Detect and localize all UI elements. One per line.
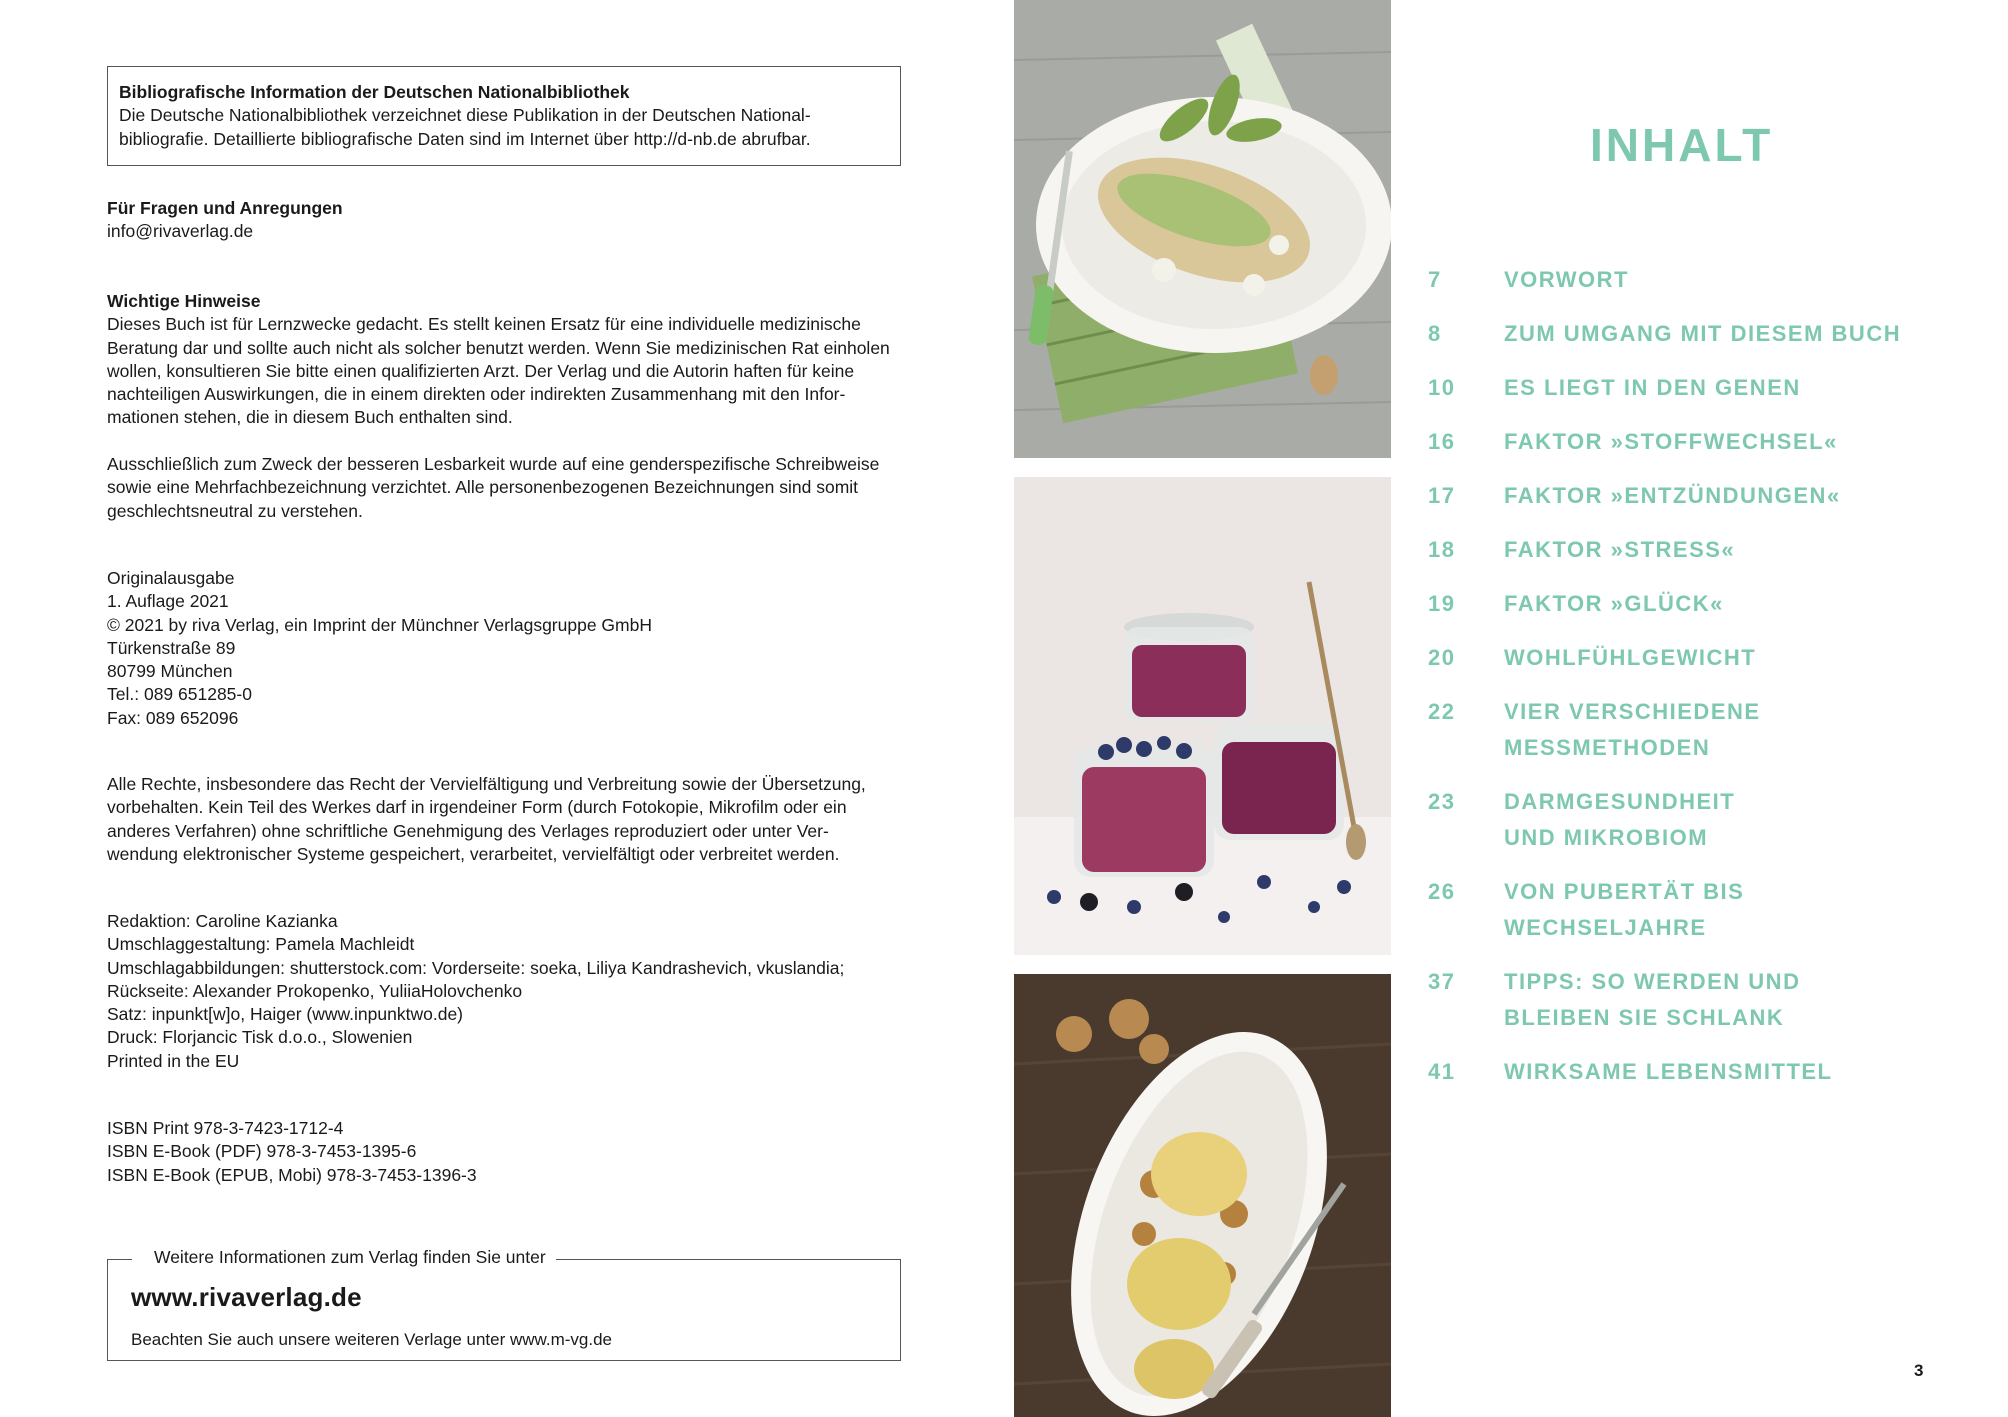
toc-entry-title: WECHSELJAHRE — [1504, 915, 1707, 940]
questions-title: Für Fragen und Anregungen — [107, 198, 343, 218]
toc-entry-title: WOHLFÜHLGEWICHT — [1504, 645, 1757, 670]
notes-line: wollen, konsultieren Sie bitte einen qualifizierten Arzt. Der Verlag und die Autorin haften für keine — [107, 360, 855, 381]
toc-entry-title: FAKTOR »STRESS« — [1504, 537, 1736, 562]
toc-page-number: 20 — [1428, 645, 1456, 670]
toc-entry-title: FAKTOR »GLÜCK« — [1504, 591, 1724, 616]
edition-block — [107, 567, 927, 730]
questions-block — [107, 197, 927, 244]
edition-line: © 2021 by riva Verlag, ein Imprint der Münchner Verlagsgruppe GmbH — [107, 614, 652, 635]
publisher-url[interactable]: www.rivaverlag.de — [131, 1282, 362, 1312]
gender-line: Ausschließlich zum Zweck der besseren Lesbarkeit wurde auf eine genderspezifische Schreibweise — [107, 454, 880, 474]
edition-line: 1. Auflage 2021 — [107, 591, 229, 612]
rights-line: Alle Rechte, insbesondere das Recht der Vervielfältigung und Verbreitung sowie der Übersetzung, — [107, 774, 866, 794]
toc-page-number: 37 — [1428, 969, 1456, 994]
toc-entry-title: VIER VERSCHIEDENE — [1504, 699, 1761, 724]
credits-line: Umschlagabbildungen: shutterstock.com: Vorderseite: soeka, Liliya Kandrashevich, vkuslandia; — [107, 957, 845, 978]
biblio-line: Die Deutsche Nationalbibliothek verzeichnet diese Publikation in der Deutschen National- — [119, 105, 811, 126]
rights-line: vorbehalten. Kein Teil des Werkes darf in irgendeiner Form (durch Fotokopie, Mikrofilm oder ein — [107, 797, 847, 818]
toc-title: INHALT — [1590, 119, 1774, 171]
toc-page-number: 10 — [1428, 375, 1456, 400]
publisher-note: Beachten Sie auch unsere weiteren Verlage unter www.m-vg.de — [131, 1330, 612, 1349]
rights-line: anderes Verfahren) ohne schriftliche Genehmigung des Verlages reproduziert oder unter Ver- — [107, 820, 829, 841]
toc-entry-title: BLEIBEN SIE SCHLANK — [1504, 1005, 1785, 1030]
toc-page-number: 26 — [1428, 879, 1456, 904]
toc-entry-title: ES LIEGT IN DEN GENEN — [1504, 375, 1801, 400]
notes-line: nachteiligen Auswirkungen, die in einem direkten oder indirekten Zusammenhang mit den Infor- — [107, 384, 846, 405]
isbn-block — [107, 1117, 927, 1187]
toc-entry-title: UND MIKROBIOM — [1504, 825, 1709, 850]
page-number: 3 — [1914, 1361, 1924, 1380]
credits-block — [107, 910, 927, 1073]
questions-email: info@rivaverlag.de — [107, 221, 254, 242]
biblio-title: Bibliografische Information der Deutschen Nationalbibliothek — [119, 82, 630, 102]
toc-page-number: 41 — [1428, 1059, 1456, 1084]
credits-line: Printed in the EU — [107, 1050, 240, 1071]
toc-entry-title: WIRKSAME LEBENSMITTEL — [1504, 1059, 1833, 1084]
toc-entry-title: FAKTOR »STOFFWECHSEL« — [1504, 429, 1838, 454]
toc-entry-title: FAKTOR »ENTZÜNDUNGEN« — [1504, 483, 1841, 508]
notes-line: Beratung dar und sollte auch nicht als solcher benutzt werden. Wenn Sie medizinischen Rat einholen — [107, 337, 890, 358]
berry-jars-photo — [1014, 477, 1391, 955]
edition-line: 80799 München — [107, 661, 233, 682]
potato-dish-photo — [1014, 974, 1391, 1417]
rights-block — [107, 773, 927, 866]
toc-page-number: 22 — [1428, 699, 1456, 724]
toc-page-number: 18 — [1428, 537, 1456, 562]
toc-page-number: 19 — [1428, 591, 1456, 616]
toc-entry-title: TIPPS: SO WERDEN UND — [1504, 969, 1801, 994]
toc-entry-title: VON PUBERTÄT BIS — [1504, 879, 1745, 904]
credits-line: Satz: inpunkt[w]o, Haiger (www.inpunktwo.de) — [107, 1004, 463, 1025]
publisher-info-legend: Weitere Informationen zum Verlag finden Sie unter — [132, 1246, 556, 1269]
gender-note-block — [107, 453, 927, 523]
toc-page-number: 17 — [1428, 483, 1456, 508]
toc-entry-title: DARMGESUNDHEIT — [1504, 789, 1736, 814]
edition-line: Türkenstraße 89 — [107, 637, 236, 658]
fish-dish-photo — [1014, 0, 1391, 458]
notes-block — [107, 290, 927, 430]
isbn-line: ISBN E-Book (PDF) 978-3-7453-1395-6 — [107, 1141, 417, 1162]
notes-line: mationen stehen, die in diesem Buch enthalten sind. — [107, 407, 513, 428]
toc-entry-title: VORWORT — [1504, 267, 1629, 292]
toc-page-number: 16 — [1428, 429, 1456, 454]
toc-entry-title: MESSMETHODEN — [1504, 735, 1711, 760]
gender-line: geschlechtsneutral zu verstehen. — [107, 500, 363, 521]
gender-line: sowie eine Mehrfachbezeichnung verzichtet. Alle personenbezogenen Bezeichnungen sind somit — [107, 477, 859, 498]
edition-line: Tel.: 089 651285-0 — [107, 684, 252, 705]
notes-line: Dieses Buch ist für Lernzwecke gedacht. Es stellt keinen Ersatz für eine individuelle medizinische — [107, 314, 861, 335]
biblio-line: bibliografie. Detaillierte bibliografische Daten sind im Internet über http://d-nb.de abrufbar. — [119, 128, 811, 149]
edition-line: Originalausgabe — [107, 568, 235, 588]
isbn-line: ISBN Print 978-3-7423-1712-4 — [107, 1118, 344, 1138]
notes-title: Wichtige Hinweise — [107, 291, 261, 311]
rights-line: wendung elektronischer Systeme gespeichert, verarbeitet, vervielfältigt oder verbreitet werden. — [107, 843, 840, 864]
credits-line: Druck: Florjancic Tisk d.o.o., Slowenien — [107, 1027, 413, 1048]
isbn-line: ISBN E-Book (EPUB, Mobi) 978-3-7453-1396-3 — [107, 1164, 477, 1185]
edition-line: Fax: 089 652096 — [107, 707, 239, 728]
toc-page-number: 23 — [1428, 789, 1456, 814]
toc-page-number: 8 — [1428, 321, 1442, 346]
biblio-info-box — [107, 66, 901, 166]
credits-line: Umschlaggestaltung: Pamela Machleidt — [107, 934, 415, 955]
credits-line: Rückseite: Alexander Prokopenko, YuliiaHolovchenko — [107, 980, 523, 1001]
credits-line: Redaktion: Caroline Kazianka — [107, 911, 338, 931]
toc-page-number: 7 — [1428, 267, 1442, 292]
publisher-info-box — [107, 1247, 901, 1361]
toc-entry-title: ZUM UMGANG MIT DIESEM BUCH — [1504, 321, 1902, 346]
